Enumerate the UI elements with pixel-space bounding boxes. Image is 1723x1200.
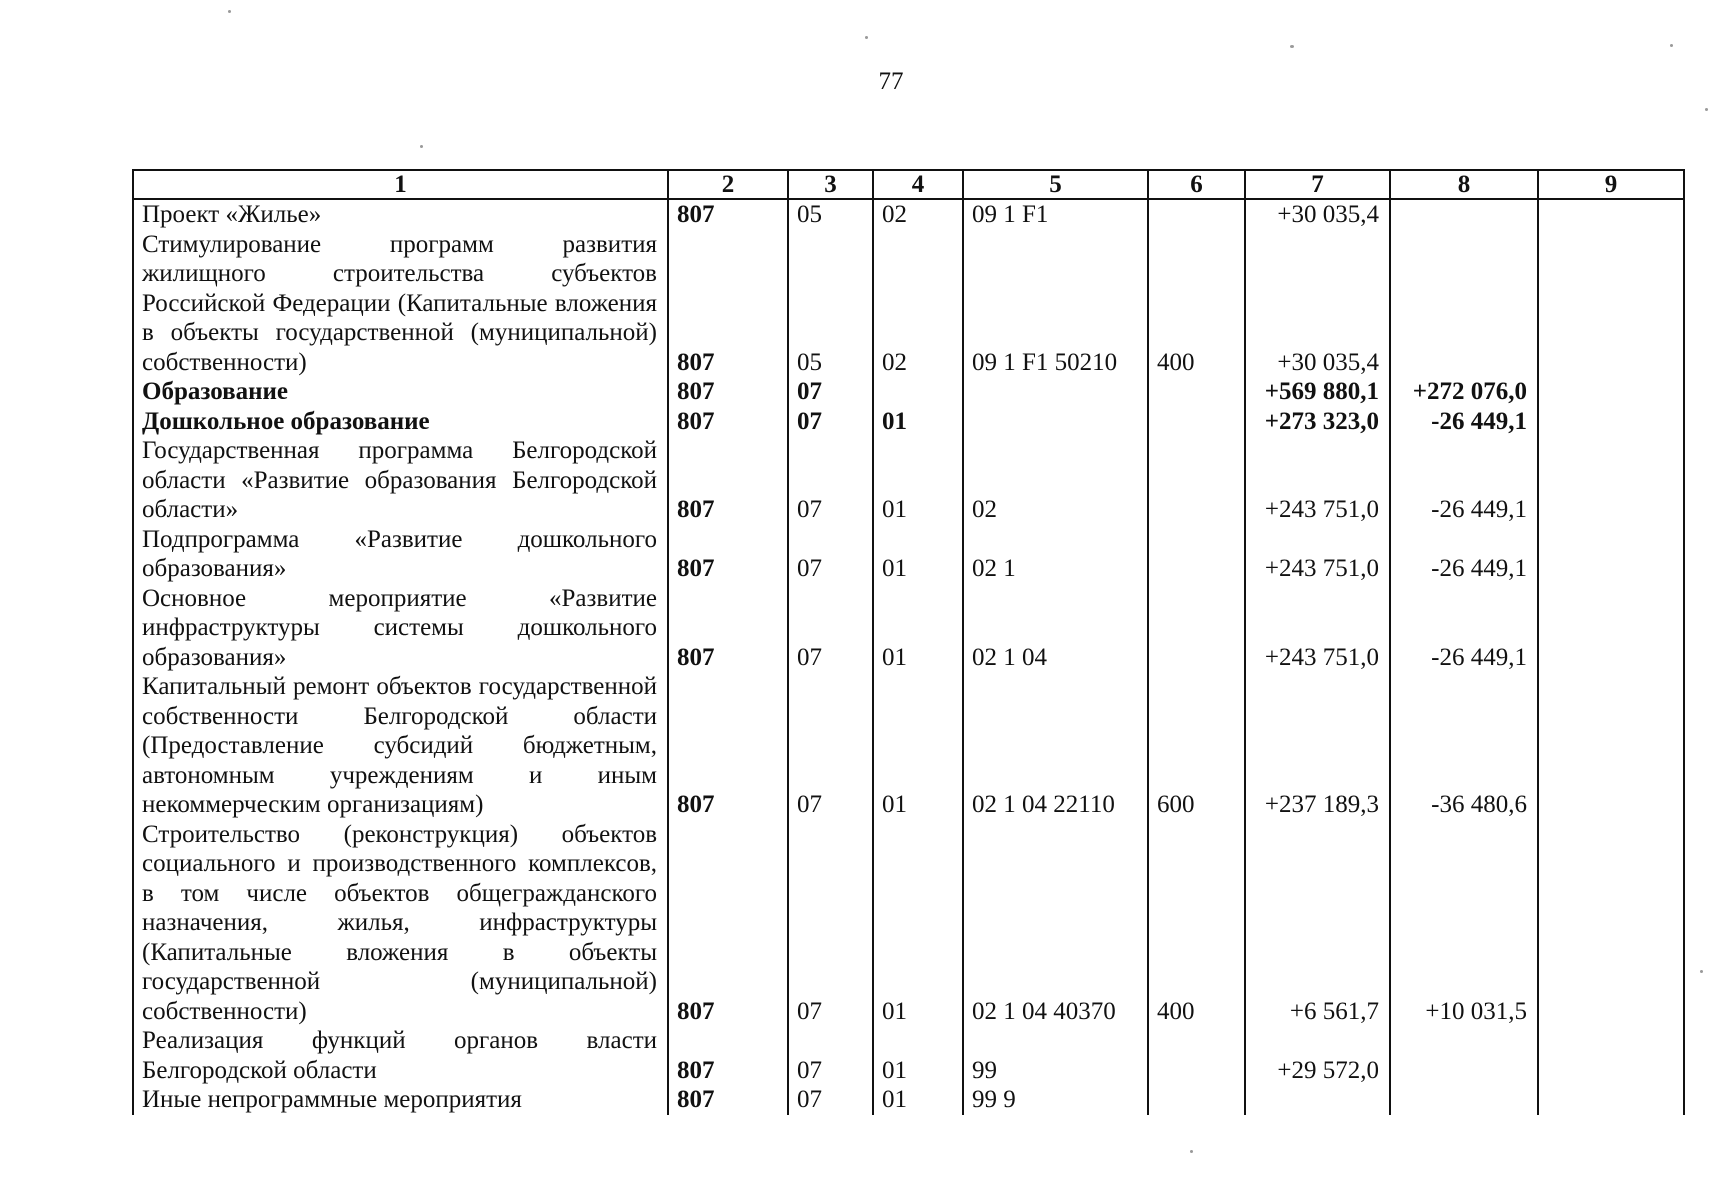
row-target-article: 02 1 — [963, 525, 1148, 584]
row-subsection-code: 02 — [873, 199, 963, 230]
row-amount-col8: -26 449,1 — [1390, 407, 1538, 437]
row-target-article: 99 9 — [963, 1085, 1148, 1115]
row-amount-col9 — [1538, 1026, 1684, 1085]
table-row — [133, 407, 1684, 437]
row-amount-col7: +243 751,0 — [1245, 525, 1390, 584]
row-section-code: 07 — [788, 436, 873, 525]
row-section-code: 07 — [788, 377, 873, 407]
table-row — [133, 377, 1684, 407]
row-section-code: 07 — [788, 407, 873, 437]
row-target-article: 02 1 04 — [963, 584, 1148, 673]
row-amount-col8: +10 031,5 — [1390, 820, 1538, 1027]
row-amount-col9 — [1538, 377, 1684, 407]
row-chapter-code: 807 — [668, 230, 788, 378]
row-description: Государственная программа Белгородской области «Развитие образования Белгородской области» — [133, 436, 668, 525]
row-chapter-code: 807 — [668, 525, 788, 584]
row-section-code: 07 — [788, 672, 873, 820]
row-amount-col8 — [1390, 1026, 1538, 1085]
table-body — [133, 199, 1684, 1115]
row-section-code: 05 — [788, 199, 873, 230]
budget-table — [132, 169, 1685, 1115]
table-row — [133, 230, 1684, 378]
row-description: Реализация функций органов власти Белгородской области — [133, 1026, 668, 1085]
table-row — [133, 1026, 1684, 1085]
row-expense-type — [1148, 584, 1245, 673]
row-amount-col7: +30 035,4 — [1245, 230, 1390, 378]
row-description: Иные непрограммные мероприятия — [133, 1085, 668, 1115]
row-amount-col9 — [1538, 407, 1684, 437]
row-amount-col8: -36 480,6 — [1390, 672, 1538, 820]
row-description: Подпрограмма «Развитие дошкольного образования» — [133, 525, 668, 584]
row-subsection-code: 01 — [873, 525, 963, 584]
row-target-article: 99 — [963, 1026, 1148, 1085]
row-amount-col7: +569 880,1 — [1245, 377, 1390, 407]
budget-table-sheet — [132, 169, 1683, 1115]
row-subsection-code: 01 — [873, 820, 963, 1027]
header-col-4: 4 — [873, 170, 963, 199]
row-chapter-code: 807 — [668, 407, 788, 437]
row-description: Дошкольное образование — [133, 407, 668, 437]
header-col-1: 1 — [133, 170, 668, 199]
row-expense-type — [1148, 377, 1245, 407]
row-amount-col8 — [1390, 230, 1538, 378]
row-section-code: 05 — [788, 230, 873, 378]
row-subsection-code: 01 — [873, 584, 963, 673]
header-col-8: 8 — [1390, 170, 1538, 199]
scan-speck — [1190, 1150, 1193, 1153]
row-amount-col7: +273 323,0 — [1245, 407, 1390, 437]
row-expense-type: 600 — [1148, 672, 1245, 820]
row-amount-col9 — [1538, 672, 1684, 820]
table-row — [133, 820, 1684, 1027]
page-number: 77 — [878, 68, 904, 95]
row-target-article: 09 1 F1 — [963, 199, 1148, 230]
row-target-article: 02 — [963, 436, 1148, 525]
row-amount-col8 — [1390, 199, 1538, 230]
row-target-article — [963, 407, 1148, 437]
row-subsection-code: 01 — [873, 436, 963, 525]
row-expense-type: 400 — [1148, 230, 1245, 378]
row-chapter-code: 807 — [668, 1085, 788, 1115]
row-section-code: 07 — [788, 525, 873, 584]
row-amount-col7: +237 189,3 — [1245, 672, 1390, 820]
row-amount-col9 — [1538, 1085, 1684, 1115]
row-chapter-code: 807 — [668, 1026, 788, 1085]
row-description: Образование — [133, 377, 668, 407]
row-amount-col9 — [1538, 436, 1684, 525]
row-description: Капитальный ремонт объектов государственной собственности Белгородской области (Предоставление субсидий бюджетным, автономным учреждениям и иным некоммерческим организациям) — [133, 672, 668, 820]
row-amount-col8: -26 449,1 — [1390, 525, 1538, 584]
row-description: Стимулирование программ развития жилищного строительства субъектов Российской Федерации (Капитальные вложения в объекты государственной (муниципальной) собственности) — [133, 230, 668, 378]
row-amount-col9 — [1538, 820, 1684, 1027]
scan-speck — [1290, 45, 1294, 48]
table-row — [133, 199, 1684, 230]
row-section-code: 07 — [788, 820, 873, 1027]
header-col-6: 6 — [1148, 170, 1245, 199]
row-expense-type — [1148, 436, 1245, 525]
table-row — [133, 525, 1684, 584]
row-amount-col8: -26 449,1 — [1390, 436, 1538, 525]
row-amount-col8: +272 076,0 — [1390, 377, 1538, 407]
header-col-9: 9 — [1538, 170, 1684, 199]
header-col-5: 5 — [963, 170, 1148, 199]
row-amount-col7: +29 572,0 — [1245, 1026, 1390, 1085]
row-amount-col9 — [1538, 525, 1684, 584]
row-section-code: 07 — [788, 584, 873, 673]
row-chapter-code: 807 — [668, 820, 788, 1027]
row-amount-col9 — [1538, 584, 1684, 673]
row-subsection-code: 01 — [873, 1085, 963, 1115]
header-col-3: 3 — [788, 170, 873, 199]
row-target-article: 02 1 04 22110 — [963, 672, 1148, 820]
row-amount-col7: +243 751,0 — [1245, 436, 1390, 525]
row-amount-col7: +30 035,4 — [1245, 199, 1390, 230]
row-chapter-code: 807 — [668, 584, 788, 673]
row-amount-col7 — [1245, 1085, 1390, 1115]
row-subsection-code — [873, 377, 963, 407]
scan-speck — [1670, 44, 1673, 47]
row-amount-col7: +243 751,0 — [1245, 584, 1390, 673]
table-row — [133, 584, 1684, 673]
table-row — [133, 1085, 1684, 1115]
scan-speck — [865, 36, 868, 39]
header-row — [133, 170, 1684, 199]
scan-speck — [420, 145, 423, 148]
row-chapter-code: 807 — [668, 672, 788, 820]
row-subsection-code: 01 — [873, 407, 963, 437]
row-chapter-code: 807 — [668, 436, 788, 525]
scan-speck — [1705, 108, 1708, 111]
table-row — [133, 672, 1684, 820]
row-description: Проект «Жилье» — [133, 199, 668, 230]
header-col-7: 7 — [1245, 170, 1390, 199]
row-subsection-code: 02 — [873, 230, 963, 378]
table-row — [133, 436, 1684, 525]
row-description: Основное мероприятие «Развитие инфраструктуры системы дошкольного образования» — [133, 584, 668, 673]
row-subsection-code: 01 — [873, 672, 963, 820]
row-amount-col8 — [1390, 1085, 1538, 1115]
row-amount-col8: -26 449,1 — [1390, 584, 1538, 673]
row-target-article: 02 1 04 40370 — [963, 820, 1148, 1027]
row-target-article: 09 1 F1 50210 — [963, 230, 1148, 378]
scan-speck — [1700, 970, 1703, 973]
row-chapter-code: 807 — [668, 377, 788, 407]
header-col-2: 2 — [668, 170, 788, 199]
row-amount-col9 — [1538, 199, 1684, 230]
row-expense-type — [1148, 1085, 1245, 1115]
row-expense-type — [1148, 1026, 1245, 1085]
row-amount-col9 — [1538, 230, 1684, 378]
row-subsection-code: 01 — [873, 1026, 963, 1085]
row-section-code: 07 — [788, 1085, 873, 1115]
row-expense-type — [1148, 199, 1245, 230]
row-target-article — [963, 377, 1148, 407]
row-expense-type: 400 — [1148, 820, 1245, 1027]
row-amount-col7: +6 561,7 — [1245, 820, 1390, 1027]
row-expense-type — [1148, 525, 1245, 584]
row-section-code: 07 — [788, 1026, 873, 1085]
row-description: Строительство (реконструкция) объектов социального и производственного комплексов, в том числе объектов общегражданского назначения, жилья, инфраструктуры (Капитальные вложения в объекты государственной (муниципальной) собственности) — [133, 820, 668, 1027]
row-chapter-code: 807 — [668, 199, 788, 230]
scan-speck — [228, 10, 231, 13]
row-expense-type — [1148, 407, 1245, 437]
